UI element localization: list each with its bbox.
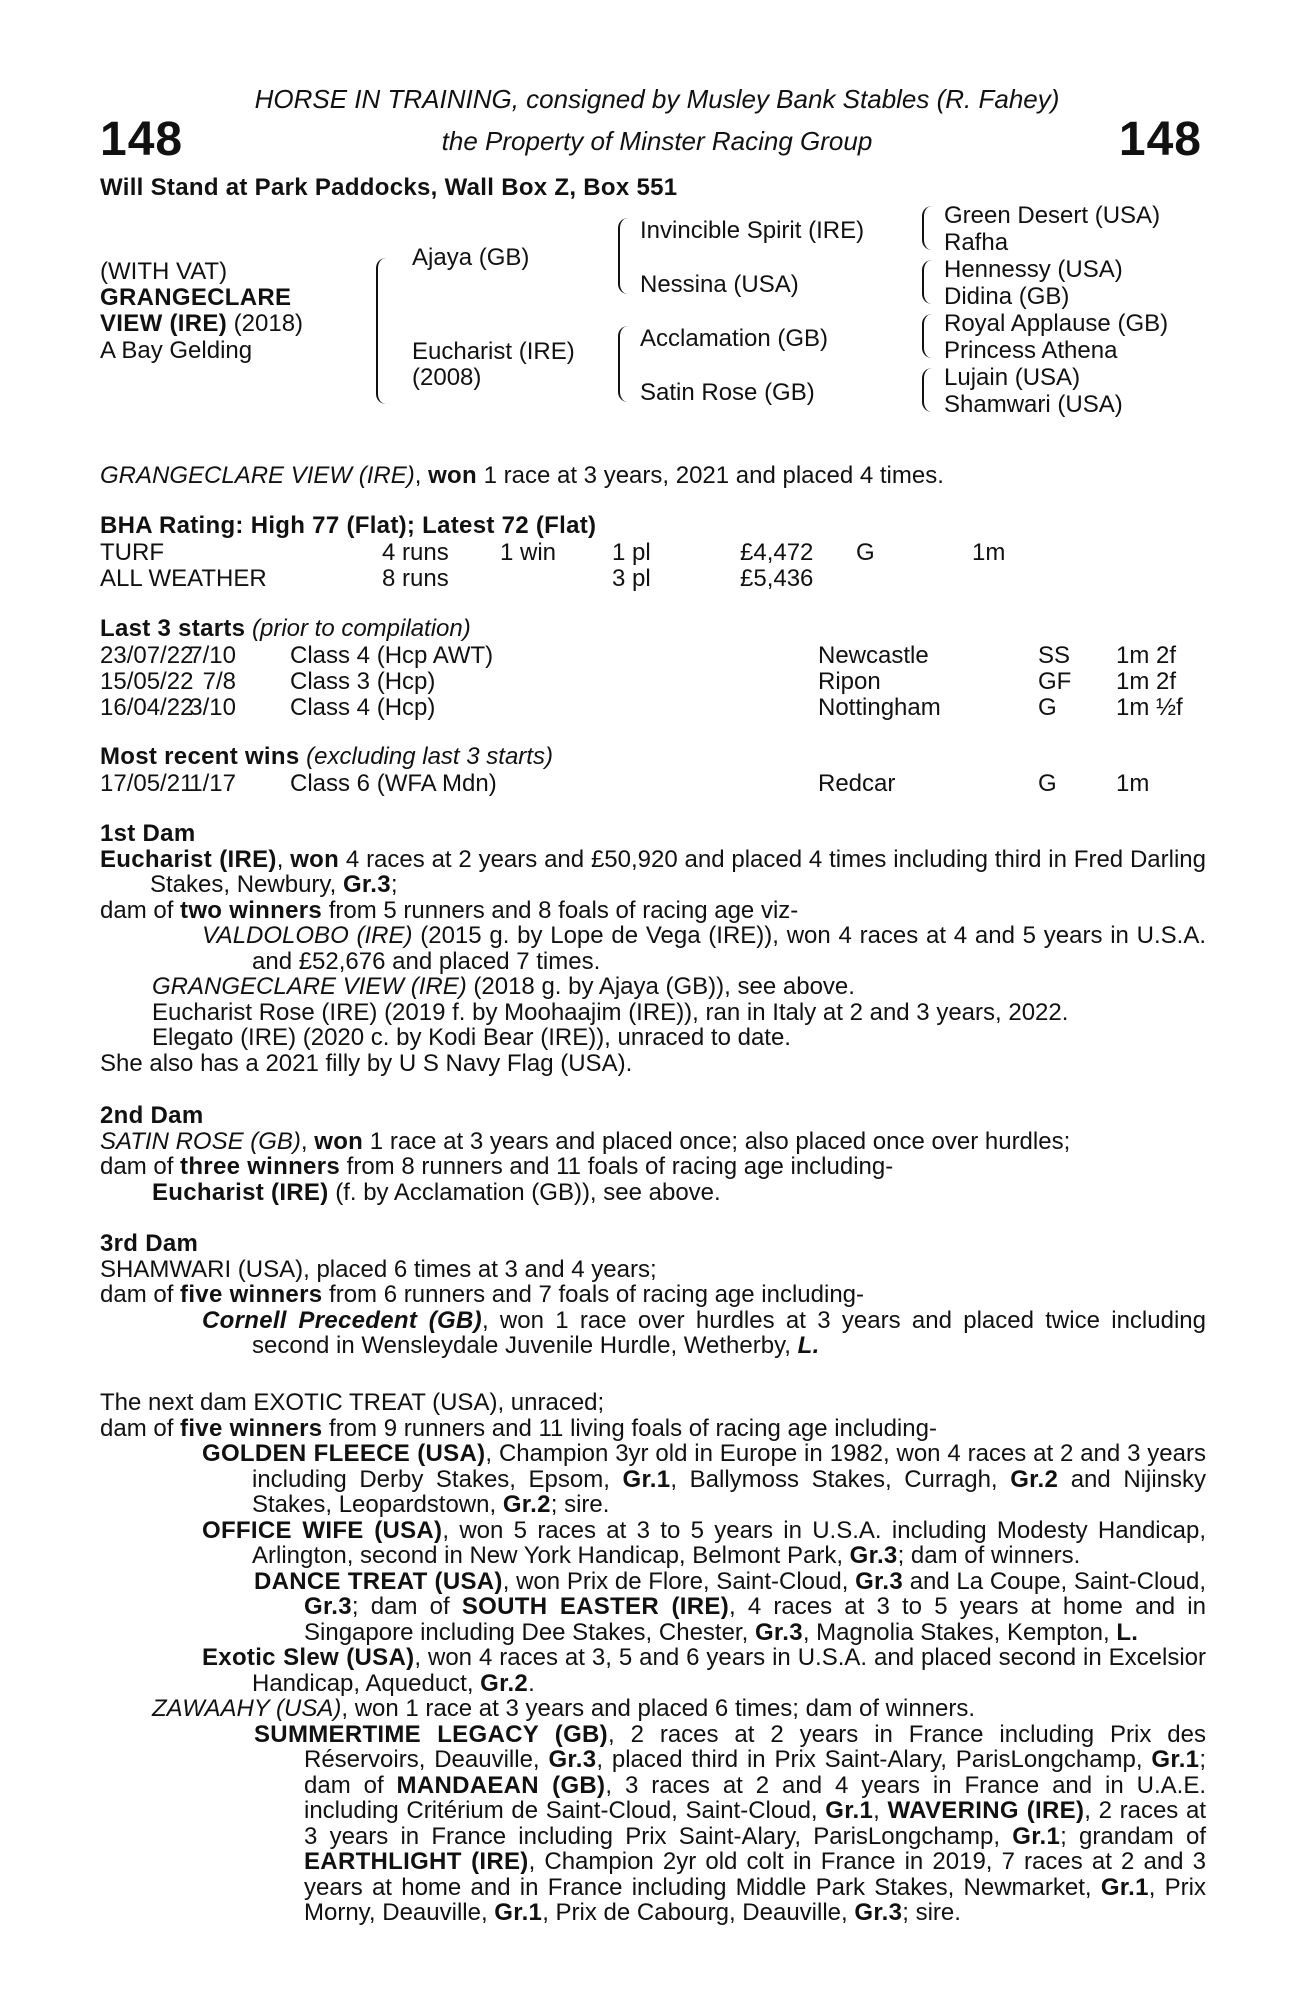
text-run: , bbox=[873, 1797, 888, 1824]
text-run: , placed third in Prix Saint-Alary, ParisLongchamp, bbox=[596, 1746, 1152, 1773]
text-run: Gr.2 bbox=[502, 1491, 551, 1518]
brace bbox=[618, 218, 628, 294]
text-run: Gr.2 bbox=[1010, 1465, 1059, 1493]
text-run: GRANGECLARE VIEW (IRE) bbox=[152, 973, 467, 1000]
text-run: , won 5 races at 3 to 5 years in U.S.A. including Modesty Handicap, Arlington, second in New York Handicap, Belmont Park, bbox=[252, 1516, 1207, 1569]
summary-rest: 1 race at 3 years, 2021 and placed 4 times. bbox=[476, 462, 944, 489]
recent-wins-title: Most recent wins bbox=[100, 743, 300, 770]
second-dam-record bbox=[100, 1129, 1206, 1155]
pedigree-g3-3: Hennessy (USA) bbox=[944, 256, 1123, 283]
text-run: dam of bbox=[100, 1281, 181, 1308]
last-starts-subtitle: (prior to compilation) bbox=[245, 615, 471, 642]
first-dam-section bbox=[100, 821, 1206, 1076]
rating-placed: 3 pl bbox=[612, 565, 651, 592]
start-class: Class 3 (Hcp) bbox=[290, 668, 436, 695]
text-run: WAVERING (IRE) bbox=[887, 1797, 1085, 1824]
win-going: G bbox=[1038, 770, 1057, 797]
text-run: Gr.1 bbox=[622, 1465, 671, 1493]
first-dam-heading: 1st Dam bbox=[100, 820, 196, 847]
text-run: Eucharist Rose (IRE) (2019 f. by Moohaajim (IRE)), ran in Italy at 2 and 3 years, 2022. bbox=[152, 998, 1069, 1026]
text-run: from 8 runners and 11 foals of racing age including- bbox=[340, 1153, 894, 1180]
text-run: ; dam of bbox=[304, 1746, 1206, 1799]
text-run: , Ballymoss Stakes, Curragh, bbox=[670, 1465, 1011, 1493]
text-run: Gr.1 bbox=[1100, 1873, 1149, 1901]
summary-won: won bbox=[428, 462, 477, 489]
start-going: G bbox=[1038, 694, 1057, 721]
text-run: two winners bbox=[180, 896, 323, 924]
text-run: Gr.1 bbox=[494, 1899, 543, 1926]
text-run: Gr.3 bbox=[854, 1899, 903, 1926]
text-run: won bbox=[290, 845, 340, 873]
text-run: Gr.1 bbox=[1012, 1822, 1061, 1850]
next-dam-record bbox=[100, 1390, 1206, 1416]
pedigree-g3-4: Didina (GB) bbox=[944, 283, 1070, 310]
second-dam-section bbox=[100, 1103, 1206, 1205]
text-run: , Magnolia Stakes, Kempton, bbox=[802, 1618, 1117, 1646]
recent-wins-heading bbox=[100, 744, 553, 770]
next-dam-produce-intro bbox=[100, 1416, 1206, 1442]
produce-note bbox=[100, 1051, 1206, 1077]
produce-entry bbox=[100, 1518, 1206, 1569]
text-run: GOLDEN FLEECE (USA) bbox=[202, 1440, 486, 1467]
brace bbox=[376, 258, 386, 404]
win-course: Redcar bbox=[818, 770, 896, 797]
text-run: , won 4 races at 3, 5 and 6 years in U.S.A. and placed second in Excelsior Handicap, Aqueduct, bbox=[252, 1644, 1206, 1697]
rating-prize: £4,472 bbox=[740, 539, 814, 566]
stand-location: Will Stand at Park Paddocks, Wall Box Z, Box 551 bbox=[100, 174, 678, 201]
lot-number-left: 148 bbox=[100, 113, 184, 166]
start-date: 23/07/22 bbox=[100, 642, 194, 669]
brace bbox=[922, 260, 932, 304]
horse-name-line2 bbox=[100, 311, 303, 337]
produce-entry bbox=[100, 923, 1206, 974]
text-run: , 2 races at 3 years in France including Prix Saint-Alary, ParisLongchamp, bbox=[304, 1797, 1206, 1850]
text-run: 4 races at 2 years and £50,920 and placed 4 times including third in Fred Darling Stakes, Newbury, bbox=[150, 845, 1206, 898]
text-run: (f. by Acclamation (GB)), see above. bbox=[328, 1178, 721, 1206]
pedigree-g3-2: Rafha bbox=[944, 229, 1009, 256]
text-run: SHAMWARI (USA), placed 6 times at 3 and 4 years; bbox=[100, 1255, 657, 1283]
rating-runs: 4 runs bbox=[382, 539, 449, 566]
text-run: (2015 g. by Lope de Vega (IRE)), won 4 races at 4 and 5 years in U.S.A. and £52,676 and placed 7 times. bbox=[252, 922, 1207, 975]
win-position: 1/17 bbox=[189, 770, 236, 797]
brace bbox=[922, 206, 932, 250]
start-distance: 1m ½f bbox=[1116, 694, 1183, 721]
pedigree-g3-1: Green Desert (USA) bbox=[944, 202, 1161, 229]
text-run: , won 1 race at 3 years and placed 6 times; dam of winners. bbox=[341, 1695, 976, 1722]
start-date: 15/05/22 bbox=[100, 668, 194, 695]
produce-entry bbox=[100, 1441, 1206, 1518]
text-run: L. bbox=[797, 1332, 820, 1359]
pedigree-dam-year: (2008) bbox=[412, 364, 482, 391]
rating-distance: 1m bbox=[972, 539, 1006, 566]
text-run: , won Prix de Flore, Saint-Cloud, bbox=[502, 1567, 856, 1595]
brace bbox=[922, 368, 932, 412]
text-run: MANDAEAN (GB) bbox=[396, 1771, 606, 1799]
lot-number-right: 148 bbox=[1118, 113, 1202, 166]
text-run: , 4 races at 3 to 5 years at home and in Singapore including Dee Stakes, Chester, bbox=[304, 1593, 1206, 1646]
vat-status: (WITH VAT) bbox=[100, 258, 228, 285]
produce-entry bbox=[152, 1180, 1206, 1206]
produce-entry bbox=[152, 1000, 1206, 1026]
text-run: 1 race at 3 years and placed once; also placed once over hurdles; bbox=[363, 1127, 1071, 1155]
text-run: three winners bbox=[180, 1153, 340, 1180]
consignor-line: HORSE IN TRAINING, consigned by Musley Bank Stables (R. Fahey) bbox=[254, 84, 1060, 114]
text-run: , Prix Morny, Deauville, bbox=[304, 1873, 1206, 1926]
text-run: and Nijinsky Stakes, Leopardstown, bbox=[252, 1465, 1206, 1518]
brace bbox=[922, 314, 932, 358]
horse-year: (2018) bbox=[227, 310, 304, 337]
text-run: Gr.3 bbox=[548, 1746, 597, 1773]
text-run: (2018 g. by Ajaya (GB)), see above. bbox=[466, 973, 855, 1000]
start-date: 16/04/22 bbox=[100, 694, 194, 721]
text-run: , Champion 2yr old colt in France in 2019, 7 races at 2 and 3 years at home and in France including Middle Park Stakes, Newmarket, bbox=[304, 1848, 1206, 1901]
start-class: Class 4 (Hcp) bbox=[290, 694, 436, 721]
start-course: Newcastle bbox=[818, 642, 929, 669]
pedigree-dam-dam: Satin Rose (GB) bbox=[640, 379, 815, 406]
win-distance: 1m bbox=[1116, 770, 1150, 797]
text-run: ; bbox=[390, 871, 398, 898]
text-run: dam of bbox=[100, 896, 181, 924]
race-summary bbox=[100, 463, 944, 489]
text-run: L. bbox=[1116, 1618, 1139, 1646]
text-run: , won 1 race over hurdles at 3 years and placed twice including second in Wensleydale Juvenile Hurdle, Wetherby, bbox=[252, 1306, 1206, 1359]
text-run: ZAWAAHY (USA) bbox=[152, 1695, 342, 1722]
text-run: , Champion 3yr old in Europe in 1982, won 4 races at 2 and 3 years including Derby Stakes, Epsom, bbox=[252, 1440, 1206, 1493]
pedigree-sire: Ajaya (GB) bbox=[412, 244, 530, 271]
text-run: DANCE TREAT (USA) bbox=[254, 1567, 503, 1595]
rating-runs: 8 runs bbox=[382, 565, 449, 592]
start-distance: 1m 2f bbox=[1116, 668, 1177, 695]
last-starts-heading bbox=[100, 616, 471, 642]
start-class: Class 4 (Hcp AWT) bbox=[290, 642, 494, 669]
text-run: , bbox=[276, 845, 291, 873]
summary-sep: , bbox=[414, 462, 429, 489]
pedigree-g3-8: Shamwari (USA) bbox=[944, 391, 1123, 418]
third-dam-heading: 3rd Dam bbox=[100, 1230, 199, 1257]
text-run: from 6 runners and 7 foals of racing age including- bbox=[322, 1281, 865, 1308]
third-dam-produce-intro bbox=[100, 1282, 1206, 1308]
start-distance: 1m 2f bbox=[1116, 642, 1177, 669]
second-dam-produce-intro bbox=[100, 1154, 1206, 1180]
text-run: Elegato (IRE) (2020 c. by Kodi Bear (IRE)), unraced to date. bbox=[152, 1024, 791, 1051]
produce-entry bbox=[100, 1569, 1206, 1646]
pedigree-sire-dam: Nessina (USA) bbox=[640, 271, 799, 298]
pedigree-dam-sire: Acclamation (GB) bbox=[640, 325, 829, 352]
horse-description: A Bay Gelding bbox=[100, 337, 253, 364]
property-line: the Property of Minster Racing Group bbox=[441, 126, 873, 156]
start-going: GF bbox=[1038, 668, 1072, 695]
text-run: SUMMERTIME LEGACY (GB) bbox=[254, 1720, 608, 1748]
start-going: SS bbox=[1038, 642, 1071, 669]
first-dam-record bbox=[100, 847, 1206, 898]
start-position: 3/10 bbox=[189, 694, 236, 721]
text-run: Gr.1 bbox=[1151, 1746, 1200, 1773]
pedigree-g3-5: Royal Applause (GB) bbox=[944, 310, 1169, 337]
pedigree-g3-7: Lujain (USA) bbox=[944, 364, 1081, 391]
text-run: five winners bbox=[180, 1414, 323, 1442]
recent-wins-subtitle: (excluding last 3 starts) bbox=[299, 743, 553, 770]
text-run: Gr.3 bbox=[342, 871, 391, 898]
text-run: OFFICE WIFE (USA) bbox=[202, 1516, 443, 1544]
start-course: Nottingham bbox=[818, 694, 941, 721]
text-run: . bbox=[528, 1669, 535, 1697]
last-starts-title: Last 3 starts bbox=[100, 615, 246, 642]
start-position: 7/10 bbox=[189, 642, 236, 669]
produce-entry bbox=[152, 974, 1206, 1000]
horse-name-part: VIEW (IRE) bbox=[100, 310, 227, 337]
text-run: SOUTH EASTER (IRE) bbox=[461, 1593, 729, 1620]
text-run: five winners bbox=[180, 1281, 323, 1308]
text-run: , bbox=[300, 1127, 315, 1155]
produce-entry bbox=[100, 1722, 1206, 1926]
text-run: VALDOLOBO (IRE) bbox=[202, 922, 413, 949]
text-run: Exotic Slew (USA) bbox=[202, 1644, 415, 1671]
pedigree-g3-6: Princess Athena bbox=[944, 337, 1118, 364]
text-run: ; dam of winners. bbox=[897, 1542, 1081, 1569]
first-dam-produce-intro bbox=[100, 898, 1206, 924]
rating-surface: ALL WEATHER bbox=[100, 565, 267, 592]
start-position: 7/8 bbox=[202, 668, 236, 695]
pedigree-sire-sire: Invincible Spirit (IRE) bbox=[640, 217, 865, 244]
text-run: and La Coupe, Saint-Cloud, bbox=[902, 1567, 1206, 1595]
rating-going: G bbox=[856, 539, 875, 566]
text-run: Cornell Precedent (GB) bbox=[202, 1306, 482, 1334]
text-run: She also has a 2021 filly by U S Navy Flag (USA). bbox=[100, 1049, 633, 1077]
text-run: , 3 races at 2 and 4 years in France and in U.A.E. including Critérium de Saint-Cloud, Saint-Cloud, bbox=[304, 1771, 1207, 1824]
text-run: ; sire. bbox=[550, 1491, 610, 1518]
produce-entry bbox=[152, 1025, 1206, 1051]
text-run: dam of bbox=[100, 1414, 181, 1442]
produce-entry bbox=[100, 1645, 1206, 1696]
second-dam-heading: 2nd Dam bbox=[100, 1102, 204, 1129]
start-course: Ripon bbox=[818, 668, 881, 695]
brace bbox=[618, 326, 628, 402]
text-run: Gr.3 bbox=[304, 1593, 352, 1620]
bha-rating: BHA Rating: High 77 (Flat); Latest 72 (Flat) bbox=[100, 512, 597, 539]
win-date: 17/05/21 bbox=[100, 770, 194, 797]
rating-wins: 1 win bbox=[500, 539, 557, 566]
text-run: The next dam EXOTIC TREAT (USA), unraced; bbox=[100, 1389, 605, 1416]
summary-horse: GRANGECLARE VIEW (IRE) bbox=[100, 462, 415, 489]
text-run: Eucharist (IRE) bbox=[152, 1178, 329, 1206]
text-run: , Prix de Cabourg, Deauville, bbox=[542, 1899, 855, 1926]
text-run: Eucharist (IRE) bbox=[100, 845, 277, 873]
text-run: SATIN ROSE (GB) bbox=[100, 1127, 301, 1155]
text-run: ; dam of bbox=[351, 1593, 462, 1620]
third-dam-section bbox=[100, 1231, 1206, 1359]
rating-prize: £5,436 bbox=[740, 565, 814, 592]
text-run: dam of bbox=[100, 1153, 181, 1180]
rating-surface: TURF bbox=[100, 539, 164, 566]
text-run: Gr.3 bbox=[855, 1567, 903, 1595]
next-dam-section bbox=[100, 1390, 1206, 1926]
text-run: from 5 runners and 8 foals of racing age viz- bbox=[322, 896, 799, 924]
text-run: from 9 runners and 11 living foals of racing age including- bbox=[322, 1414, 937, 1442]
text-run: Gr.2 bbox=[480, 1669, 529, 1697]
pedigree-dam: Eucharist (IRE) bbox=[412, 338, 575, 365]
text-run: , 2 races at 2 years in France including Prix des Réservoirs, Deauville, bbox=[304, 1720, 1206, 1773]
text-run: EARTHLIGHT (IRE) bbox=[304, 1848, 529, 1875]
produce-entry bbox=[152, 1696, 1206, 1722]
text-run: won bbox=[314, 1127, 364, 1155]
text-run: ; grandam of bbox=[1060, 1822, 1206, 1850]
text-run: Gr.3 bbox=[754, 1618, 803, 1646]
produce-entry bbox=[100, 1308, 1206, 1359]
text-run: ; sire. bbox=[902, 1899, 961, 1926]
win-class: Class 6 (WFA Mdn) bbox=[290, 770, 497, 797]
third-dam-record bbox=[100, 1257, 1206, 1283]
horse-name-line1: GRANGECLARE bbox=[100, 284, 292, 311]
text-run: Gr.3 bbox=[849, 1542, 898, 1569]
rating-placed: 1 pl bbox=[612, 539, 651, 566]
text-run: Gr.1 bbox=[825, 1797, 874, 1824]
